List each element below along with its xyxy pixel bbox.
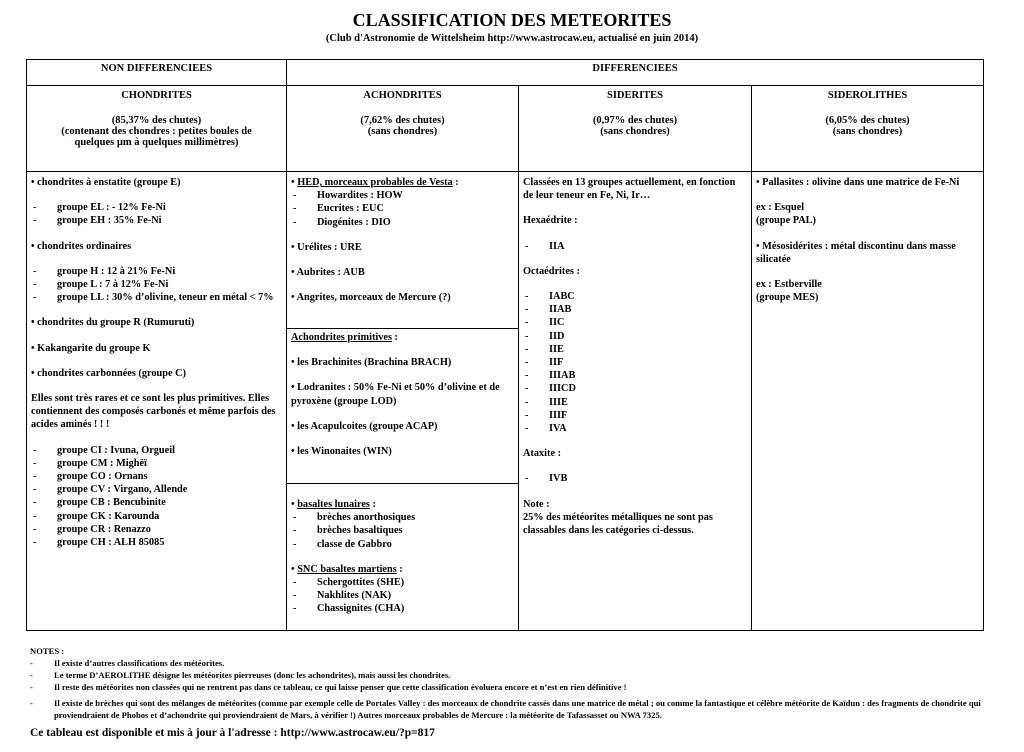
chondrites-rare-text: Elles sont très rares et ce sont les plus primitives. Elles contiennent des composés carbonés et même parfois des acides aminés ! ! ! [31, 393, 276, 431]
achondrites-name: ACHONDRITES [363, 90, 442, 101]
header-differenciees [286, 59, 984, 86]
list-item: - IIIE [525, 396, 568, 408]
list-item: - IVB [525, 473, 568, 485]
list-item: - IABC [525, 291, 575, 303]
siderites-body [518, 171, 752, 631]
siderites-note-text: 25% des météorites métalliques ne sont pas classables dans les catégories ci-dessus. [523, 511, 713, 537]
chondrites-enstatite: • chondrites à enstatite (groupe E) [31, 177, 181, 188]
siderites-name: SIDERITES [606, 90, 664, 101]
siderites-pct: (0,97% des chutes) [592, 115, 678, 126]
siderolithes-pall: • Pallasites : olivine dans une matrice de Fe-Ni [756, 177, 960, 188]
list-item: - IID [525, 330, 565, 342]
list-item: - groupe CH : ALH 85085 [33, 537, 165, 549]
chondrites-carbo: • chondrites carbonnées (groupe C) [31, 367, 187, 379]
list-item: - groupe CK : Karounda [33, 510, 160, 522]
siderolithes-desc: (sans chondres) [832, 126, 903, 137]
list-item: - groupe EH : 35% Fe-Ni [33, 215, 162, 227]
list-item: - groupe CR : Renazzo [33, 523, 151, 535]
chondrites-desc: (contenant des chondres : petites boules de quelques µm à quelques millimètres) [61, 126, 252, 148]
primitives-title-line: Achondrites primitives : [291, 332, 398, 343]
note-item: - Il existe de brèches qui sont des mélanges de météorites (comme par exemple celle de Portales Valley : des morceaux de chondrite cassés dans une matrice de métal ; ou comme la fantastique et célèbre météorite de Kaïdun : des fragments de chondrite qui proviendraient de Phobos et d’achondrite qui proviendraient de Mars, à vérifier !) Autres morceaux probables de Mercure : la météorite de Tafassasset ou NWA 7325. [30, 698, 981, 720]
list-item: - IIICD [525, 383, 576, 395]
list-item: - IIC [525, 317, 565, 329]
snc-title-line: • SNC basaltes martiens : [291, 563, 403, 575]
list-item: - groupe EL : - 12% Fe-Ni [33, 202, 166, 214]
siderolithes-ex1: ex : Esquel [756, 202, 805, 214]
header-non-differenciees [26, 59, 287, 86]
chondrites-name: CHONDRITES [121, 90, 192, 101]
siderolithes-ex2: ex : Estberville [756, 279, 822, 291]
siderites-hexa: Hexaédrite : [523, 215, 578, 227]
list-item: - IIIAB [525, 370, 576, 382]
list-item: - IIA [525, 240, 565, 252]
achondrites-aub: • Aubrites : AUB [291, 267, 365, 279]
note-item: - Il reste des météorites non classées qui ne rentrent pas dans ce tableau, ce qui laisse penser que cette classification évoluera encore et n’est en rien définitive ! [30, 682, 627, 692]
list-item: - groupe L : 7 à 12% Fe-Ni [33, 279, 169, 291]
list-item: - IIE [525, 343, 564, 355]
achondrites-desc: (sans chondres) [367, 126, 438, 137]
list-item: - groupe CB : Bencubinite [33, 497, 166, 509]
list-item: - Chassignites (CHA) [293, 603, 405, 615]
list-item: - groupe H : 12 à 21% Fe-Ni [33, 265, 176, 277]
chondrites-ordinaires: • chondrites ordinaires [31, 240, 132, 252]
list-item: - Diogénites : DIO [293, 216, 391, 228]
chondrites-pct: (85,37% des chutes) [111, 115, 202, 126]
list-item: - brèches anorthosiques [293, 512, 416, 524]
column-header-siderites [518, 85, 752, 172]
achondrites-angrites: • Angrites, morceaux de Mercure (?) [291, 292, 451, 304]
achondrites-pct: (7,62% des chutes) [360, 115, 445, 126]
notes-section [30, 645, 1015, 721]
siderites-desc: (sans chondres) [600, 126, 670, 137]
achondrites-section-hed [286, 171, 519, 329]
siderites-note: Note : [523, 498, 550, 510]
achondrites-brach: • les Brachinites (Brachina BRACH) [291, 357, 452, 369]
list-item: - groupe LL : 30% d’olivine, teneur en métal < 7% [33, 292, 274, 304]
list-item: - IIIF [525, 409, 568, 421]
siderolithes-body [751, 171, 984, 631]
header-diff-label: DIFFERENCIEES [592, 63, 678, 74]
siderolithes-grp2: (groupe MES) [756, 292, 819, 304]
note-item: - Le terme D’AEROLITHE désigne les météorites pierreuses (donc les achondrites), mais aussi les chondrites. [30, 670, 451, 680]
siderolithes-pct: (6,05% des chutes) [825, 115, 910, 126]
page-title: CLASSIFICATION DES METEORITES [352, 10, 672, 30]
list-item: - IIAB [525, 304, 572, 316]
list-item: - groupe CM : Mighëï [33, 457, 147, 469]
siderites-octa: Octaédrites : [523, 265, 580, 277]
list-item: - Schergottites (SHE) [293, 577, 405, 589]
column-header-chondrites [26, 85, 287, 172]
chondrites-body [26, 171, 287, 631]
list-item: - Eucrites : EUC [293, 203, 384, 215]
siderolithes-meso: • Mésosidérites : métal discontinu dans masse silicatée [756, 240, 956, 265]
achondrites-ure: • Urélites : URE [291, 241, 362, 253]
list-item: - Nakhlites (NAK) [293, 590, 392, 602]
achondrites-win: • les Winonaites (WIN) [291, 446, 392, 458]
list-item: - IVA [525, 423, 567, 435]
list-item: - groupe CI : Ivuna, Orgueil [33, 444, 175, 456]
list-item: - groupe CV : Virgano, Allende [33, 484, 188, 496]
list-item: - IIF [525, 357, 564, 369]
siderites-atax: Ataxite : [523, 448, 562, 460]
achondrites-acap: • les Acapulcoites (groupe ACAP) [291, 420, 438, 432]
list-item: - brèches basaltiques [293, 525, 403, 537]
achondrites-section-primitives [286, 328, 519, 484]
achondrites-lod: • Lodranites : 50% Fe-Ni et 50% d’olivine et de pyroxène (groupe LOD) [291, 382, 500, 407]
column-header-achondrites [286, 85, 519, 172]
hed-title-line: • HED, morceaux probables de Vesta : [291, 177, 459, 188]
list-item: - classe de Gabbro [293, 538, 392, 550]
achondrites-section-basaltes [286, 483, 519, 631]
lunaires-title-line: • basaltes lunaires : [291, 499, 376, 510]
footer-link-text[interactable]: Ce tableau est disponible et mis à jour à l'adresse : http://www.astrocaw.eu/?p=817 [30, 727, 435, 739]
column-header-siderolithes [751, 85, 984, 172]
header-non-diff-label: NON DIFFERENCIEES [100, 63, 213, 74]
chondrites-r: • chondrites du groupe R (Rumuruti) [31, 317, 195, 329]
note-item: - Il existe d’autres classifications des météorites. [30, 658, 225, 668]
siderolithes-name: SIDEROLITHES [827, 90, 908, 101]
list-item: - Howardites : HOW [293, 190, 403, 202]
page-subtitle: (Club d'Astronomie de Wittelsheim http://www.astrocaw.eu, actualisé en juin 2014) [325, 33, 699, 44]
chondrites-k: • Kakangarite du groupe K [31, 342, 151, 354]
siderites-intro: Classées en 13 groupes actuellement, en fonction de leur teneur en Fe, Ni, Ir… [523, 177, 736, 202]
notes-title: NOTES : [30, 646, 65, 656]
siderolithes-grp1: (groupe PAL) [756, 215, 816, 227]
list-item: - groupe CO : Ornans [33, 471, 148, 483]
